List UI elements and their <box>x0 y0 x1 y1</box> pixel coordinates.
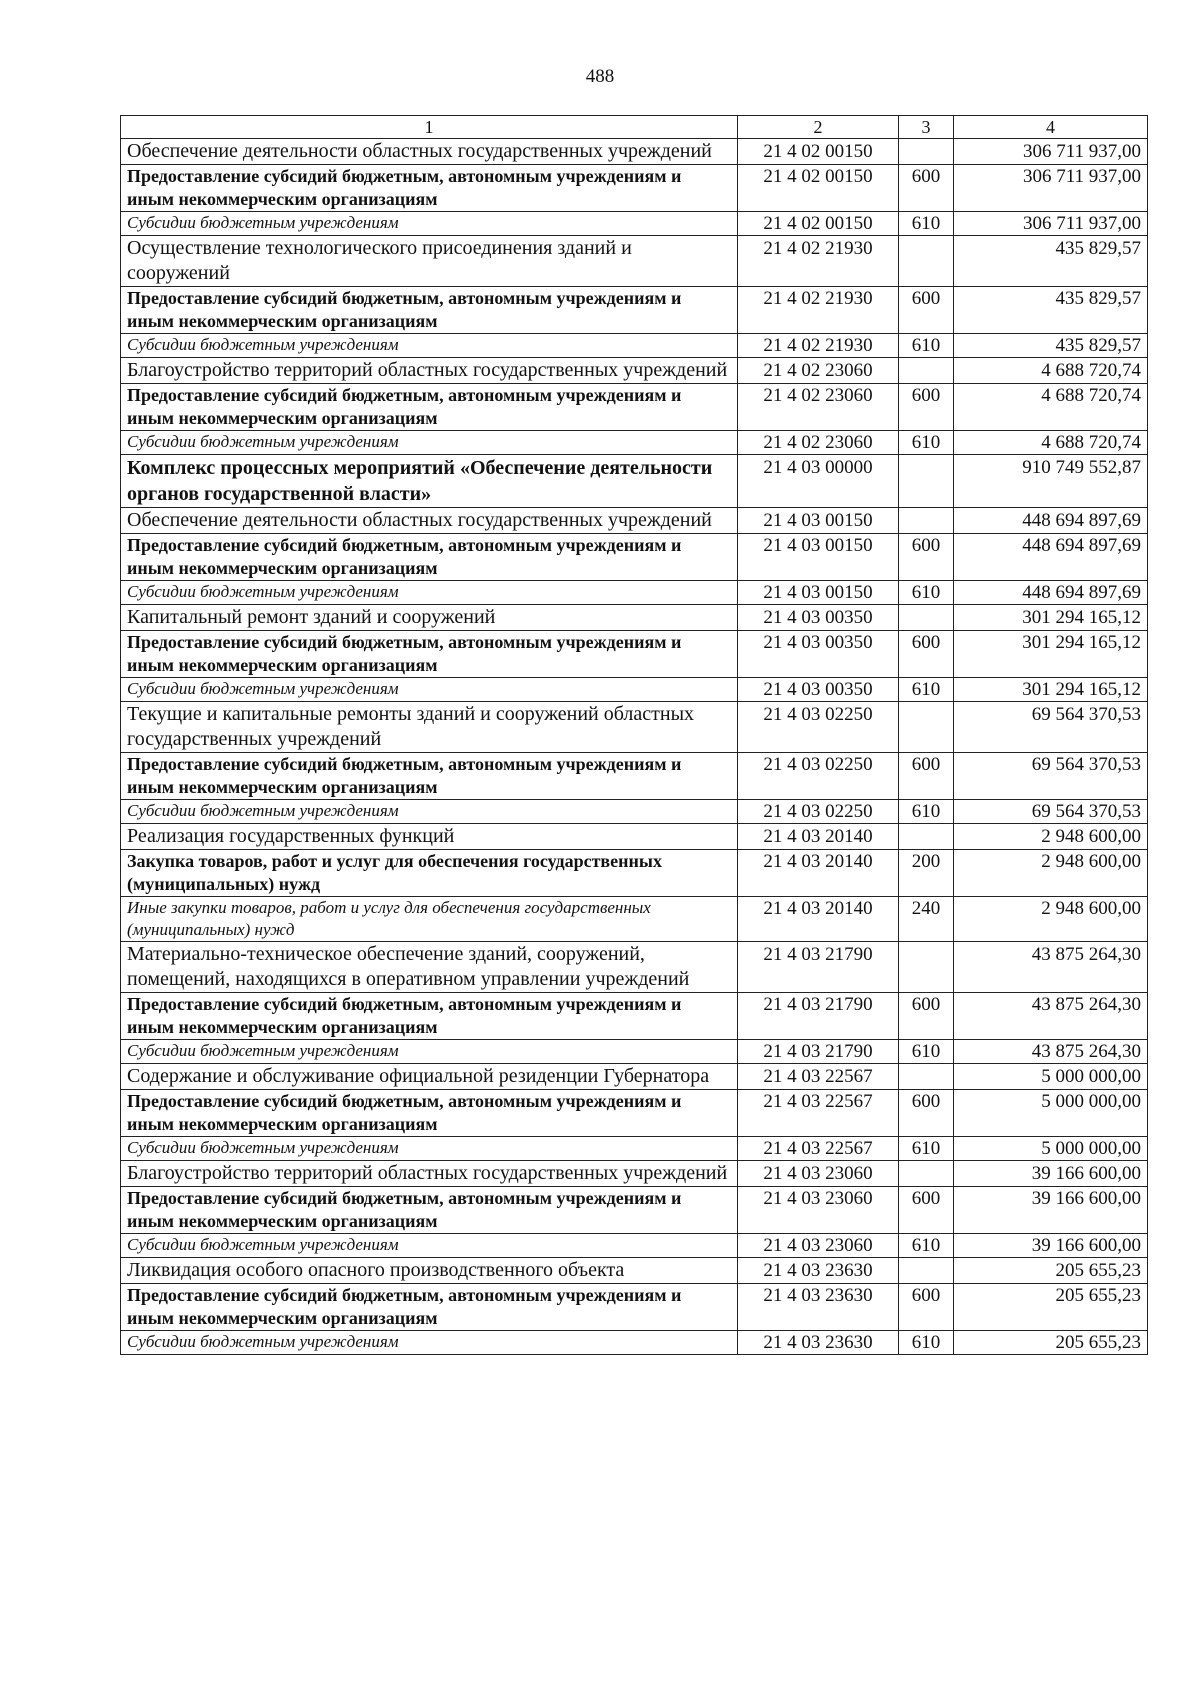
row-amount: 205 655,23 <box>954 1284 1148 1331</box>
row-name: Субсидии бюджетным учреждениям <box>121 581 738 605</box>
row-name: Реализация государственных функций <box>121 824 738 850</box>
table-row <box>121 236 1148 287</box>
row-code: 21 4 03 21790 <box>738 942 899 993</box>
row-amount: 435 829,57 <box>954 334 1148 358</box>
row-code: 21 4 02 00150 <box>738 139 899 165</box>
table-row <box>121 678 1148 702</box>
row-code: 21 4 03 23630 <box>738 1284 899 1331</box>
row-amount: 39 166 600,00 <box>954 1187 1148 1234</box>
row-type: 610 <box>899 800 954 824</box>
row-code: 21 4 03 00150 <box>738 508 899 534</box>
row-name: Субсидии бюджетным учреждениям <box>121 678 738 702</box>
row-code: 21 4 03 23630 <box>738 1331 899 1355</box>
row-amount: 306 711 937,00 <box>954 165 1148 212</box>
row-code: 21 4 03 23060 <box>738 1187 899 1234</box>
budget-table <box>120 115 1148 1355</box>
row-amount: 435 829,57 <box>954 236 1148 287</box>
row-amount: 448 694 897,69 <box>954 534 1148 581</box>
table-row <box>121 800 1148 824</box>
row-amount: 205 655,23 <box>954 1258 1148 1284</box>
row-amount: 5 000 000,00 <box>954 1090 1148 1137</box>
table-row <box>121 508 1148 534</box>
table-row <box>121 850 1148 897</box>
row-amount: 301 294 165,12 <box>954 605 1148 631</box>
row-name: Субсидии бюджетным учреждениям <box>121 800 738 824</box>
row-code: 21 4 03 21790 <box>738 993 899 1040</box>
row-type: 600 <box>899 384 954 431</box>
table-row <box>121 581 1148 605</box>
row-name: Материально-техническое обеспечение зданий, сооружений, помещений, находящихся в оперативном управлении учреждений <box>121 942 738 993</box>
row-code: 21 4 03 02250 <box>738 800 899 824</box>
row-type: 600 <box>899 287 954 334</box>
row-code: 21 4 03 20140 <box>738 824 899 850</box>
row-code: 21 4 03 00350 <box>738 605 899 631</box>
row-code: 21 4 03 02250 <box>738 753 899 800</box>
row-type: 600 <box>899 534 954 581</box>
row-code: 21 4 03 23630 <box>738 1258 899 1284</box>
row-name: Предоставление субсидий бюджетным, автономным учреждениям и иным некоммерческим организациям <box>121 1284 738 1331</box>
table-row <box>121 1040 1148 1064</box>
row-name: Предоставление субсидий бюджетным, автономным учреждениям и иным некоммерческим организациям <box>121 993 738 1040</box>
row-amount: 4 688 720,74 <box>954 384 1148 431</box>
row-code: 21 4 02 23060 <box>738 384 899 431</box>
row-type: 610 <box>899 212 954 236</box>
row-amount: 39 166 600,00 <box>954 1234 1148 1258</box>
table-row <box>121 942 1148 993</box>
row-code: 21 4 02 21930 <box>738 236 899 287</box>
table-row <box>121 358 1148 384</box>
row-type <box>899 605 954 631</box>
table-row <box>121 1234 1148 1258</box>
page-number: 488 <box>585 66 615 87</box>
table-row <box>121 139 1148 165</box>
row-amount: 69 564 370,53 <box>954 702 1148 753</box>
table-row <box>121 1090 1148 1137</box>
row-amount: 39 166 600,00 <box>954 1161 1148 1187</box>
row-name: Субсидии бюджетным учреждениям <box>121 1234 738 1258</box>
row-code: 21 4 03 23060 <box>738 1234 899 1258</box>
row-amount: 2 948 600,00 <box>954 824 1148 850</box>
row-amount: 5 000 000,00 <box>954 1137 1148 1161</box>
table-row <box>121 1137 1148 1161</box>
header-row <box>121 116 1148 139</box>
row-type: 610 <box>899 431 954 455</box>
row-type: 600 <box>899 1284 954 1331</box>
table-row <box>121 824 1148 850</box>
row-name: Ликвидация особого опасного производственного объекта <box>121 1258 738 1284</box>
row-type <box>899 1258 954 1284</box>
row-code: 21 4 02 21930 <box>738 287 899 334</box>
row-name: Предоставление субсидий бюджетным, автономным учреждениям и иным некоммерческим организациям <box>121 1090 738 1137</box>
row-name: Предоставление субсидий бюджетным, автономным учреждениям и иным некоммерческим организациям <box>121 1187 738 1234</box>
row-type: 600 <box>899 631 954 678</box>
row-type: 240 <box>899 897 954 942</box>
table-body <box>121 116 1148 1355</box>
row-amount: 43 875 264,30 <box>954 993 1148 1040</box>
table-row <box>121 212 1148 236</box>
row-type: 600 <box>899 753 954 800</box>
row-name: Обеспечение деятельности областных государственных учреждений <box>121 139 738 165</box>
row-name: Обеспечение деятельности областных государственных учреждений <box>121 508 738 534</box>
row-type: 610 <box>899 581 954 605</box>
row-name: Предоставление субсидий бюджетным, автономным учреждениям и иным некоммерческим организациям <box>121 384 738 431</box>
row-amount: 2 948 600,00 <box>954 850 1148 897</box>
row-name: Благоустройство территорий областных государственных учреждений <box>121 1161 738 1187</box>
table-row <box>121 605 1148 631</box>
row-name: Благоустройство территорий областных государственных учреждений <box>121 358 738 384</box>
row-amount: 69 564 370,53 <box>954 800 1148 824</box>
row-code: 21 4 03 00350 <box>738 678 899 702</box>
row-type: 610 <box>899 1040 954 1064</box>
row-code: 21 4 03 00000 <box>738 455 899 508</box>
row-amount: 301 294 165,12 <box>954 631 1148 678</box>
row-name: Предоставление субсидий бюджетным, автономным учреждениям и иным некоммерческим организациям <box>121 753 738 800</box>
row-type: 610 <box>899 1234 954 1258</box>
row-name: Субсидии бюджетным учреждениям <box>121 1040 738 1064</box>
row-amount: 43 875 264,30 <box>954 942 1148 993</box>
row-amount: 306 711 937,00 <box>954 212 1148 236</box>
row-amount: 5 000 000,00 <box>954 1064 1148 1090</box>
row-type <box>899 508 954 534</box>
row-type <box>899 702 954 753</box>
table-row <box>121 287 1148 334</box>
row-amount: 448 694 897,69 <box>954 508 1148 534</box>
row-name: Содержание и обслуживание официальной резиденции Губернатора <box>121 1064 738 1090</box>
row-amount: 301 294 165,12 <box>954 678 1148 702</box>
row-code: 21 4 03 23060 <box>738 1161 899 1187</box>
row-name: Капитальный ремонт зданий и сооружений <box>121 605 738 631</box>
row-code: 21 4 03 22567 <box>738 1064 899 1090</box>
row-type <box>899 1064 954 1090</box>
row-type: 600 <box>899 1090 954 1137</box>
table-row <box>121 1258 1148 1284</box>
header-col-1: 1 <box>121 116 738 139</box>
table-row <box>121 1161 1148 1187</box>
row-name: Субсидии бюджетным учреждениям <box>121 334 738 358</box>
row-name: Предоставление субсидий бюджетным, автономным учреждениям и иным некоммерческим организациям <box>121 165 738 212</box>
row-code: 21 4 02 23060 <box>738 358 899 384</box>
row-type <box>899 236 954 287</box>
row-code: 21 4 03 22567 <box>738 1090 899 1137</box>
row-code: 21 4 03 20140 <box>738 897 899 942</box>
table-row <box>121 897 1148 942</box>
row-code: 21 4 03 20140 <box>738 850 899 897</box>
table-row <box>121 384 1148 431</box>
row-code: 21 4 03 02250 <box>738 702 899 753</box>
row-type: 200 <box>899 850 954 897</box>
row-amount: 435 829,57 <box>954 287 1148 334</box>
header-col-4: 4 <box>954 116 1148 139</box>
row-amount: 910 749 552,87 <box>954 455 1148 508</box>
table-row <box>121 753 1148 800</box>
row-amount: 205 655,23 <box>954 1331 1148 1355</box>
row-code: 21 4 02 00150 <box>738 165 899 212</box>
row-amount: 69 564 370,53 <box>954 753 1148 800</box>
row-name: Предоставление субсидий бюджетным, автономным учреждениям и иным некоммерческим организациям <box>121 287 738 334</box>
row-type: 610 <box>899 678 954 702</box>
row-name: Субсидии бюджетным учреждениям <box>121 212 738 236</box>
row-code: 21 4 03 21790 <box>738 1040 899 1064</box>
row-code: 21 4 02 00150 <box>738 212 899 236</box>
row-name: Субсидии бюджетным учреждениям <box>121 1137 738 1161</box>
row-amount: 2 948 600,00 <box>954 897 1148 942</box>
row-type <box>899 139 954 165</box>
table-row <box>121 993 1148 1040</box>
row-type <box>899 358 954 384</box>
table-row <box>121 165 1148 212</box>
row-type: 600 <box>899 1187 954 1234</box>
table-row <box>121 631 1148 678</box>
row-name: Текущие и капитальные ремонты зданий и сооружений областных государственных учреждений <box>121 702 738 753</box>
table-row <box>121 1331 1148 1355</box>
row-amount: 43 875 264,30 <box>954 1040 1148 1064</box>
row-code: 21 4 03 00350 <box>738 631 899 678</box>
row-type <box>899 824 954 850</box>
row-name: Субсидии бюджетным учреждениям <box>121 431 738 455</box>
row-name: Комплекс процессных мероприятий «Обеспечение деятельности органов государственной власти» <box>121 455 738 508</box>
header-col-3: 3 <box>899 116 954 139</box>
row-type <box>899 455 954 508</box>
row-type: 600 <box>899 165 954 212</box>
header-col-2: 2 <box>738 116 899 139</box>
row-name: Предоставление субсидий бюджетным, автономным учреждениям и иным некоммерческим организациям <box>121 534 738 581</box>
row-type <box>899 1161 954 1187</box>
table-row <box>121 334 1148 358</box>
row-type <box>899 942 954 993</box>
table-row <box>121 1187 1148 1234</box>
row-name: Предоставление субсидий бюджетным, автономным учреждениям и иным некоммерческим организациям <box>121 631 738 678</box>
row-type: 610 <box>899 1137 954 1161</box>
table-row <box>121 455 1148 508</box>
row-amount: 306 711 937,00 <box>954 139 1148 165</box>
table-row <box>121 431 1148 455</box>
row-amount: 448 694 897,69 <box>954 581 1148 605</box>
row-code: 21 4 03 00150 <box>738 581 899 605</box>
row-name: Субсидии бюджетным учреждениям <box>121 1331 738 1355</box>
table-row <box>121 534 1148 581</box>
row-type: 600 <box>899 993 954 1040</box>
row-code: 21 4 03 00150 <box>738 534 899 581</box>
row-name: Закупка товаров, работ и услуг для обеспечения государственных (муниципальных) нужд <box>121 850 738 897</box>
table-row <box>121 702 1148 753</box>
row-name: Осуществление технологического присоединения зданий и сооружений <box>121 236 738 287</box>
table-row <box>121 1064 1148 1090</box>
row-code: 21 4 02 21930 <box>738 334 899 358</box>
table-row <box>121 1284 1148 1331</box>
row-amount: 4 688 720,74 <box>954 358 1148 384</box>
row-type: 610 <box>899 1331 954 1355</box>
row-code: 21 4 02 23060 <box>738 431 899 455</box>
row-name: Иные закупки товаров, работ и услуг для обеспечения государственных (муниципальных) нужд <box>121 897 738 942</box>
row-amount: 4 688 720,74 <box>954 431 1148 455</box>
row-type: 610 <box>899 334 954 358</box>
row-code: 21 4 03 22567 <box>738 1137 899 1161</box>
